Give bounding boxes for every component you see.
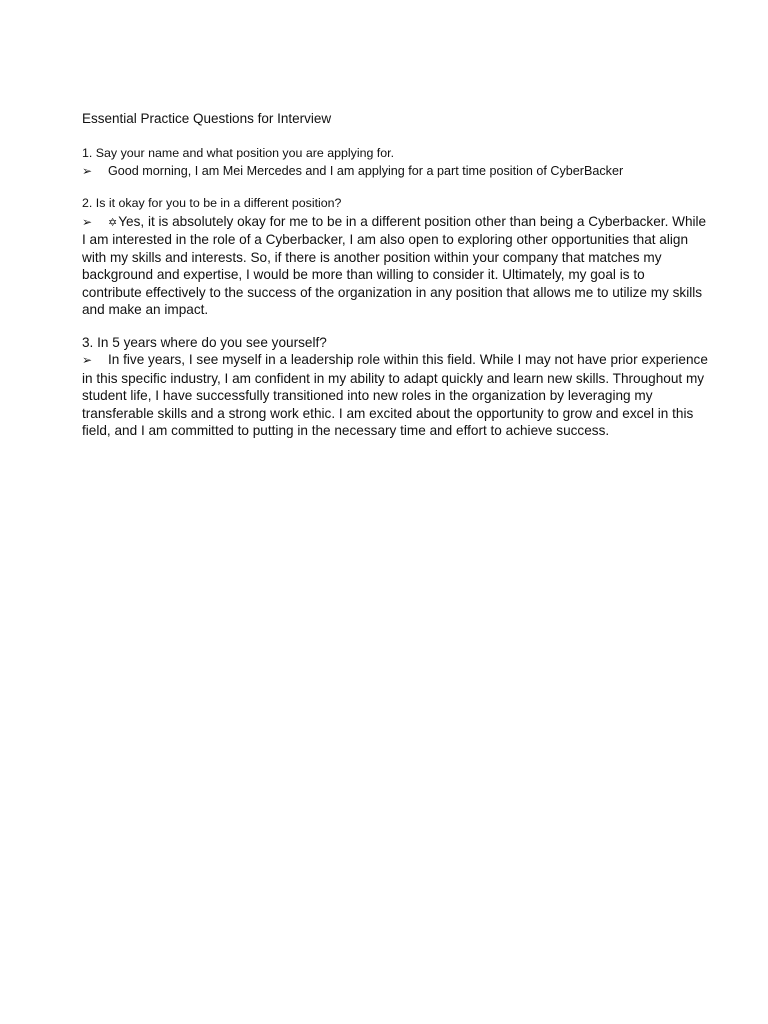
arrow-bullet-icon: ➢ <box>82 163 93 178</box>
question-section-3 <box>82 334 708 440</box>
answer-2 <box>82 213 708 319</box>
answer-3 <box>82 351 708 440</box>
star-of-david-icon: ✡ <box>108 215 118 229</box>
question-2: 2. Is it okay for you to be in a different position? <box>82 196 342 210</box>
document-title: Essential Practice Questions for Interview <box>82 111 332 126</box>
question-3: 3. In 5 years where do you see yourself? <box>82 334 327 350</box>
arrow-bullet-icon: ➢ <box>82 353 93 367</box>
answer-2-text: Yes, it is absolutely okay for me to be in a different position other than being a Cyberbacker. While I am interested in the role of a Cyberbacker, I am also open to exploring other opportunities that align with my skills and interests. So, if there is another position within your company that matches my background and expertise, I would be more than willing to consider it. Ultimately, my goal is to contribute effectively to the success of the organization in any position that allows me to utilize my skills and make an impact. <box>82 213 707 317</box>
question-section-1 <box>82 145 708 180</box>
question-section-2 <box>82 195 708 319</box>
arrow-bullet-icon: ➢ <box>82 214 93 229</box>
answer-1 <box>82 163 708 181</box>
document-body <box>82 110 708 455</box>
answer-3-text: In five years, I see myself in a leadership role within this field. While I may not have prior experience in this specific industry, I am confident in my ability to adapt quickly and learn new skills. Throughout my student life, I have successfully transitioned into new roles in the organization by leveraging my transferable skills and a strong work ethic. I am excited about the opportunity to grow and excel in this field, and I am committed to putting in the necessary time and effort to achieve success. <box>82 352 708 438</box>
question-1: 1. Say your name and what position you are applying for. <box>82 146 395 160</box>
answer-1-text: Good morning, I am Mei Mercedes and I am applying for a part time position of CyberBacker <box>108 163 624 178</box>
